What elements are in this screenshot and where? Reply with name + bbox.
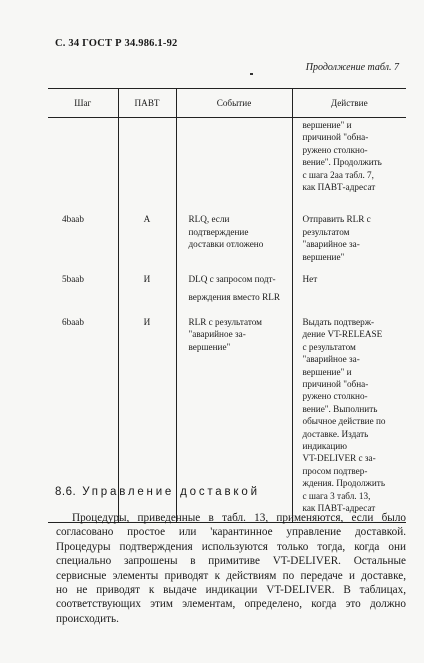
page-header: С. 34 ГОСТ Р 34.986.1-92 (55, 38, 178, 49)
column-header-pavt: ПАВТ (118, 89, 176, 118)
paragraph-line: но не приводят к выдаче индикации VT-DELIVER. В таблицах, (56, 584, 406, 597)
action-line: как ПАВТ-адресат (302, 502, 376, 513)
action-line: ружено столкно- (302, 144, 368, 155)
action-line: с результатом (302, 341, 356, 352)
paragraph-line: Процедуры, приведенные в табл. 13, применяются, если было (72, 512, 406, 524)
action-line: с шага 3 табл. 13, (302, 490, 371, 501)
action-line: вение". Выполнить (302, 403, 378, 414)
body-paragraph (56, 511, 406, 626)
cell-pavt (118, 118, 176, 214)
action-line: доставке. Издать (302, 428, 369, 439)
action-line: вение". Продолжить (302, 157, 382, 168)
column-header-action: Действие (292, 89, 406, 118)
cell-action (292, 273, 406, 316)
column-header-event: Событие (176, 89, 292, 118)
event-line: верждения вместо RLR (188, 292, 280, 303)
table-header-row (48, 89, 406, 118)
paragraph-line: сервисные элементы приводят к действиям по передаче и доставке, (56, 569, 406, 582)
paragraph-line: происходить. (56, 612, 119, 625)
event-line: доставки отложено (188, 239, 264, 250)
section-number: 8.6. (55, 486, 77, 498)
action-line: индикацию (302, 440, 348, 451)
event-line: DLQ с запросом подт- (188, 274, 276, 285)
paragraph-line: специально запрошены в примитиве VT-DELIVER. Остальные (56, 555, 406, 568)
paragraph-line: соответствующих этим элементам, определено, когда это должно (56, 598, 406, 611)
section-heading (55, 486, 260, 498)
action-line: "аварийное за- (302, 354, 360, 365)
cell-step: 5baab (62, 274, 84, 285)
action-line: с шага 2аа табл. 7, (302, 169, 374, 180)
action-line: "аварийное за- (302, 239, 360, 250)
action-line: VT-DELIVER с за- (302, 453, 376, 464)
action-line: как ПАВТ-адресат (302, 182, 376, 193)
action-line: ружено столкно- (302, 391, 368, 402)
paragraph-line: Процедуры подтверждения используются только тогда, когда они (56, 540, 406, 553)
event-line: подтверждение (188, 226, 249, 237)
action-line: причиной "обна- (302, 132, 369, 143)
action-line: вершение" и (302, 120, 352, 130)
table-row (48, 213, 406, 273)
event-line: RLQ, если (188, 214, 230, 225)
action-line: Отправить RLR с (302, 214, 371, 225)
action-line: просом подтвер- (302, 465, 368, 476)
event-line: вершение" (188, 341, 231, 352)
section-title: Управление доставкой (82, 486, 260, 498)
action-line: вершение" (302, 251, 345, 262)
action-line: обычное действие по (302, 416, 386, 427)
cell-pavt: И (118, 316, 176, 523)
cell-pavt: А (118, 213, 176, 273)
action-line: Нет (302, 274, 318, 285)
cell-step (48, 118, 118, 214)
cell-step: 6baab (48, 316, 118, 523)
cell-action (292, 118, 406, 214)
procedure-table (48, 88, 406, 523)
action-line: Выдать подтверж- (302, 316, 375, 327)
cell-event (176, 213, 292, 273)
print-mark (250, 73, 253, 75)
cell-action (292, 213, 406, 273)
paragraph-line: согласовано простое или 'карантинное управление доставкой. (56, 526, 406, 539)
cell-event (176, 118, 292, 214)
cell-step: 4baab (62, 214, 84, 225)
table-row (48, 273, 406, 316)
table-row (48, 118, 406, 214)
event-line: "аварийное за- (188, 329, 246, 340)
cell-action (292, 316, 406, 523)
action-line: вершение" и (302, 366, 352, 377)
event-line: RLR с результатом (188, 316, 262, 327)
action-line: причиной "обна- (302, 378, 369, 389)
cell-pavt: И (118, 273, 176, 316)
action-line: результатом (302, 226, 350, 237)
action-line: дение VT-RELEASE (302, 329, 383, 340)
column-header-step: Шаг (48, 89, 118, 118)
action-line: ждения. Продолжить (302, 478, 386, 489)
cell-event (176, 273, 292, 316)
table-continuation-label: Продолжение табл. 7 (305, 62, 399, 73)
